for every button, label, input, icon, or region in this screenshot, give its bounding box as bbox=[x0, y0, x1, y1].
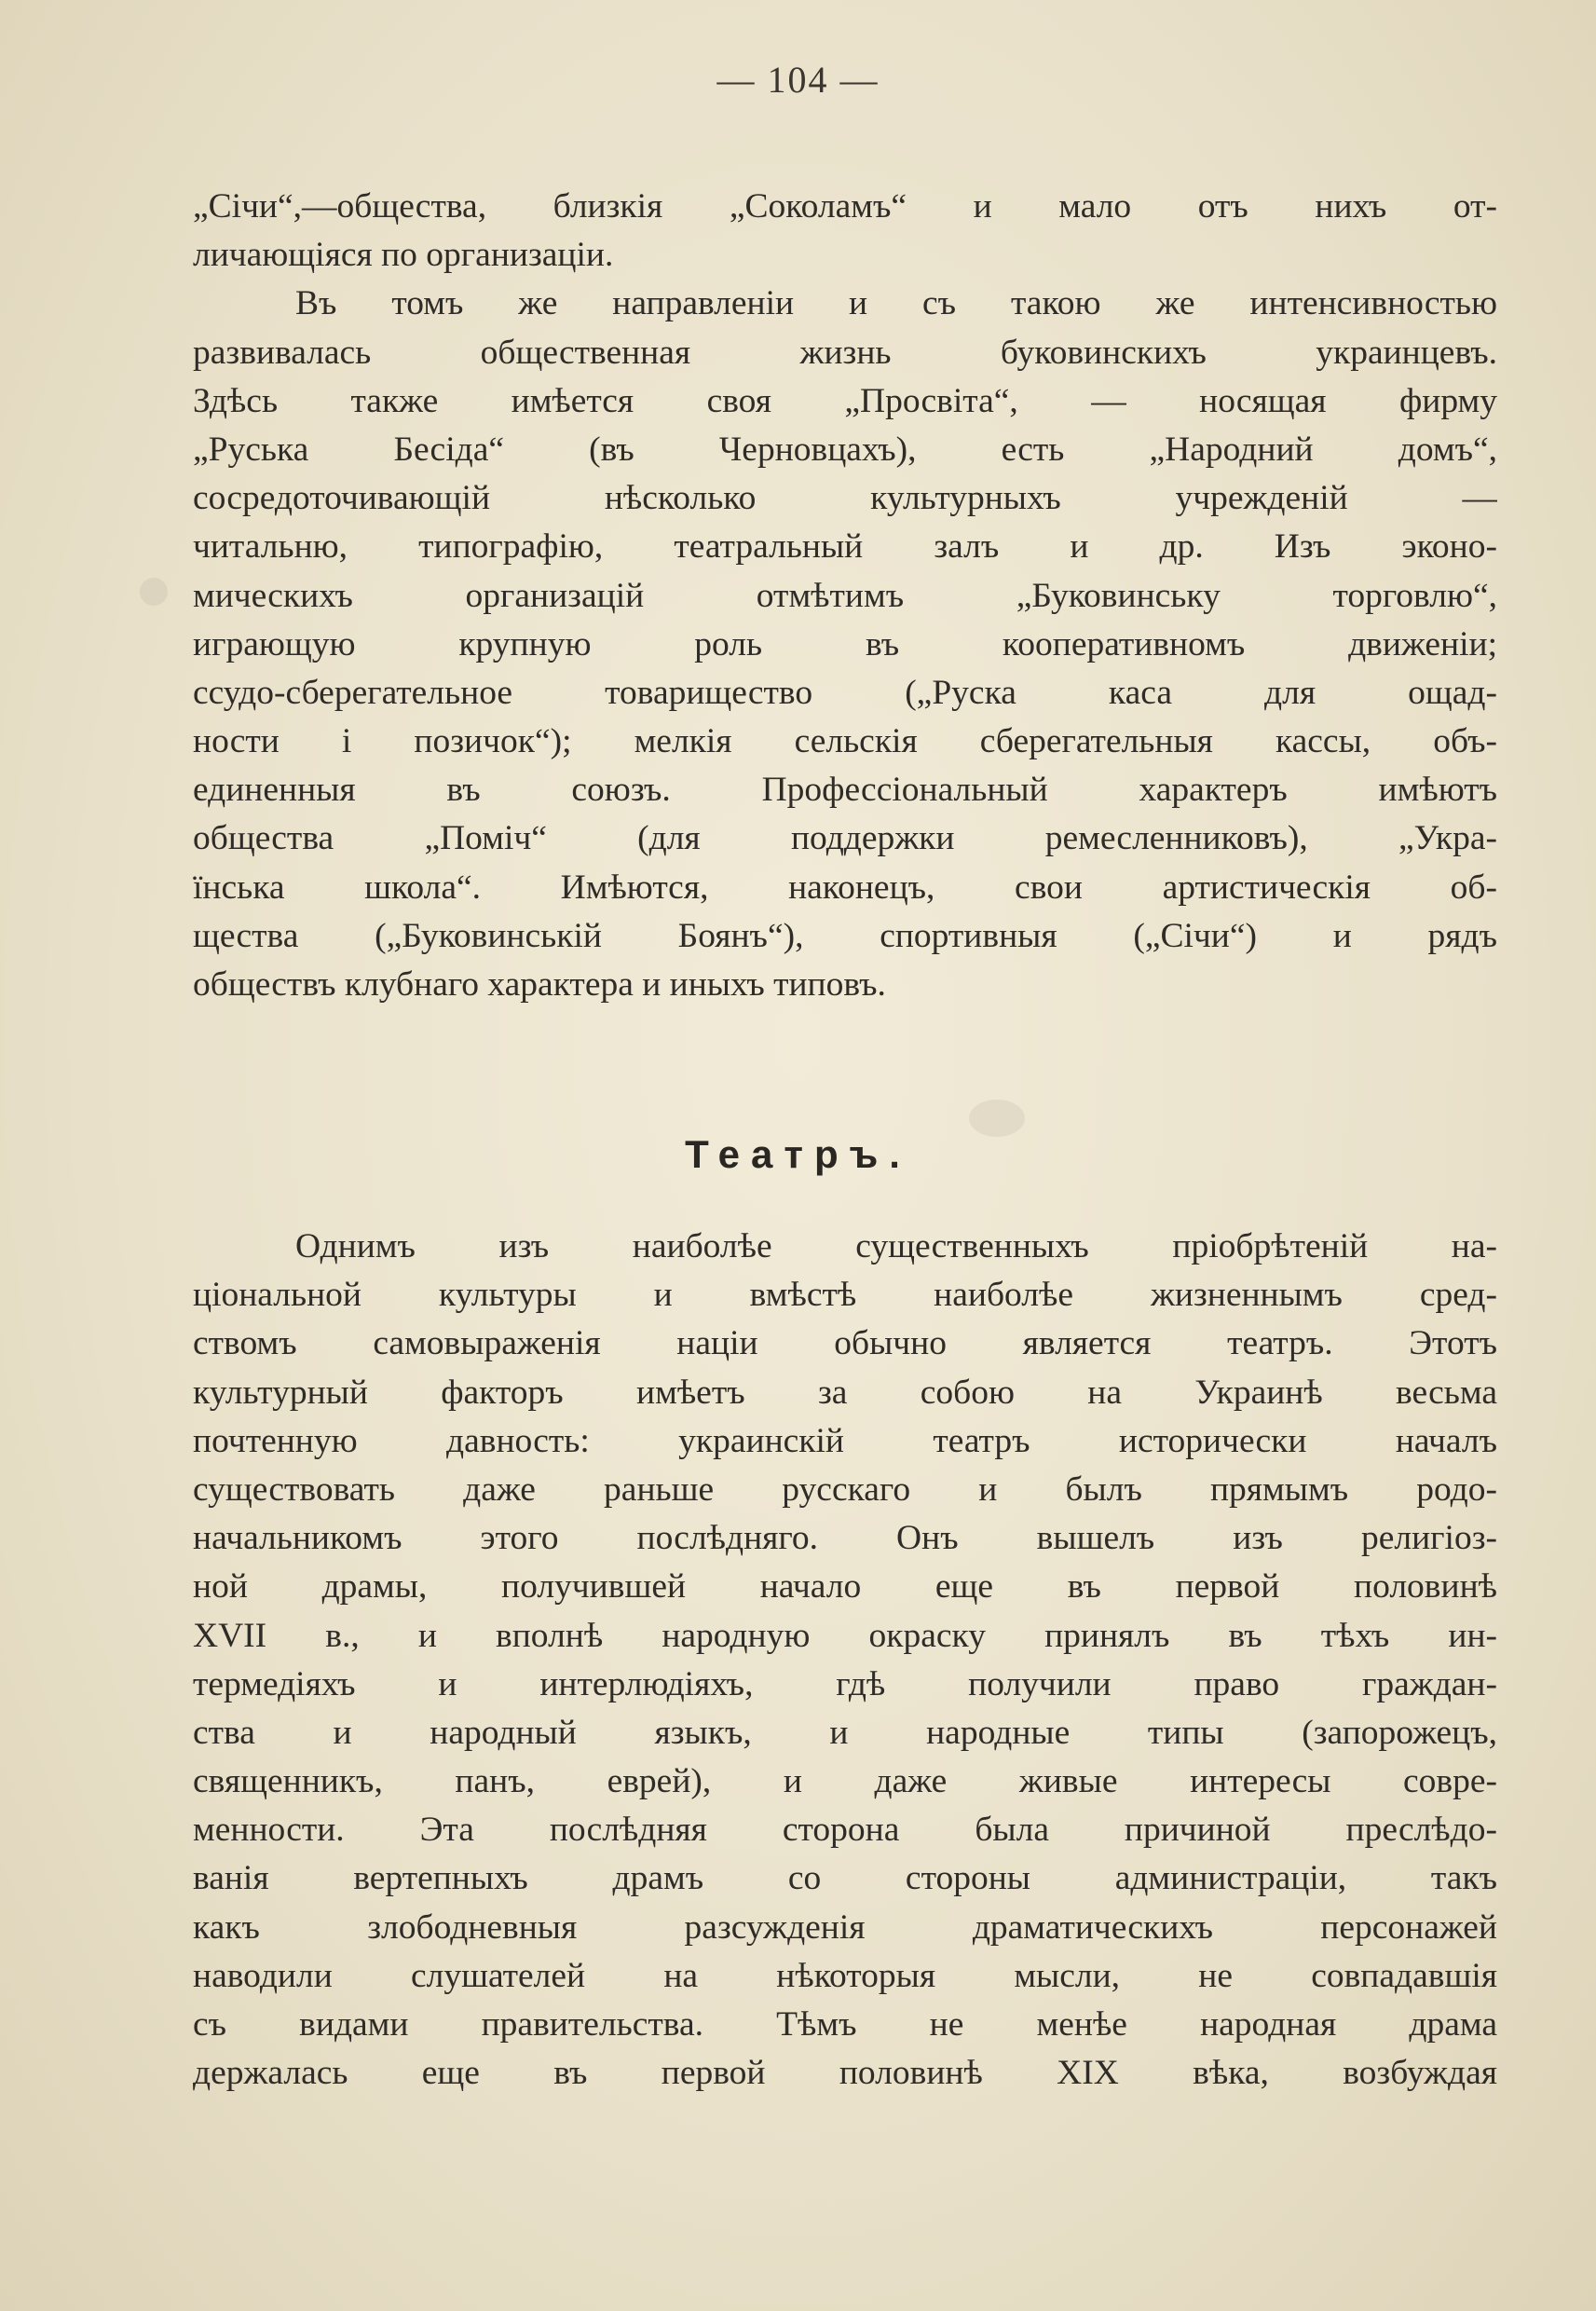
text-line: менности. Эта послѣдняя сторона была причиной преслѣдо- bbox=[193, 1811, 1497, 1850]
paper-stain bbox=[140, 578, 168, 606]
page-number: — 104 — bbox=[716, 59, 880, 101]
text-line: начальникомъ этого послѣдняго. Онъ вышелъ изъ религiоз- bbox=[193, 1519, 1497, 1558]
section-heading: Театръ. bbox=[685, 1132, 911, 1176]
text-line: „Сiчи“,—общества, близкiя „Соколамъ“ и мало отъ нихъ от- bbox=[193, 187, 1497, 226]
text-line: держалась еще въ первой половинѣ XIX вѣка, возбуждая bbox=[193, 2054, 1497, 2093]
text-line: священникъ, панъ, еврей), и даже живые интересы совре- bbox=[193, 1762, 1497, 1801]
text-line: сосредоточивающiй нѣсколько культурныхъ учрежденiй — bbox=[193, 479, 1497, 518]
text-line: термедiяхъ и интерлюдiяхъ, гдѣ получили право граждан- bbox=[193, 1664, 1497, 1703]
text-line: обществъ клубнаго характера и иныхъ типовъ. bbox=[193, 965, 886, 1004]
text-line: Здѣсь также имѣется своя „Просвiта“, — носящая фирму bbox=[193, 381, 1497, 420]
text-line: личающiяся по организацiи. bbox=[193, 236, 614, 275]
paper-stain bbox=[969, 1100, 1025, 1137]
text-line: существовать даже раньше русскаго и былъ прямымъ родо- bbox=[193, 1470, 1497, 1509]
text-line: Въ томъ же направленiи и съ такою же интенсивностью bbox=[295, 284, 1497, 323]
text-line: ствомъ самовыраженiя нацiи обычно является театръ. Этотъ bbox=[193, 1324, 1497, 1363]
text-line: ства и народный языкъ, и народные типы (запорожецъ, bbox=[193, 1713, 1497, 1752]
text-line: культурный факторъ имѣетъ за собою на Украинѣ весьма bbox=[193, 1373, 1497, 1412]
text-line: единенныя въ союзъ. Профессiональный характеръ имѣютъ bbox=[193, 771, 1497, 810]
text-line: їнська школа“. Имѣются, наконецъ, свои артистическiя об- bbox=[193, 868, 1497, 907]
text-line: почтенную давность: украинскiй театръ исторически началъ bbox=[193, 1421, 1497, 1460]
text-line: цiональной культуры и вмѣстѣ наиболѣе жизненнымъ сред- bbox=[193, 1276, 1497, 1315]
text-line: общества „Помiч“ (для поддержки ремесленниковъ), „Укра- bbox=[193, 819, 1497, 858]
text-block-bottom bbox=[193, 1223, 1497, 2098]
text-line: Однимъ изъ наиболѣе существенныхъ прiобрѣтенiй на- bbox=[295, 1227, 1497, 1265]
text-block-top bbox=[193, 183, 1497, 1009]
text-line: ванiя вертепныхъ драмъ со стороны администрацiи, такъ bbox=[193, 1859, 1497, 1898]
text-line: ной драмы, получившей начало еще въ первой половинѣ bbox=[193, 1567, 1497, 1607]
text-line: съ видами правительства. Тѣмъ не менѣе народная драма bbox=[193, 2005, 1497, 2044]
text-line: ссудо-сберегательное товарищество („Руска каса для ощад- bbox=[193, 673, 1497, 712]
text-line: какъ злободневныя разсужденiя драматическихъ персонажей bbox=[193, 1908, 1497, 1947]
text-line: развивалась общественная жизнь буковинскихъ украинцевъ. bbox=[193, 333, 1497, 372]
text-line: наводили слушателей на нѣкоторыя мысли, не совпадавшiя bbox=[193, 1956, 1497, 1995]
text-line: читальню, типографiю, театральный залъ и др. Изъ эконо- bbox=[193, 527, 1497, 567]
text-line: „Руська Бесiда“ (въ Черновцахъ), есть „Народний домъ“, bbox=[193, 430, 1497, 469]
text-line: щества („Буковинськiй Боянъ“), спортивныя („Сiчи“) и рядъ bbox=[193, 916, 1497, 955]
text-line: мическихъ организацiй отмѣтимъ „Буковинську торговлю“, bbox=[193, 576, 1497, 615]
text-line: XVII в., и вполнѣ народную окраску принялъ въ тѣхъ ин- bbox=[193, 1616, 1497, 1655]
text-line: играющую крупную роль въ кооперативномъ движенiи; bbox=[193, 624, 1497, 663]
text-line: ности i позичок“); мелкiя сельскiя сберегательныя кассы, объ- bbox=[193, 722, 1497, 761]
